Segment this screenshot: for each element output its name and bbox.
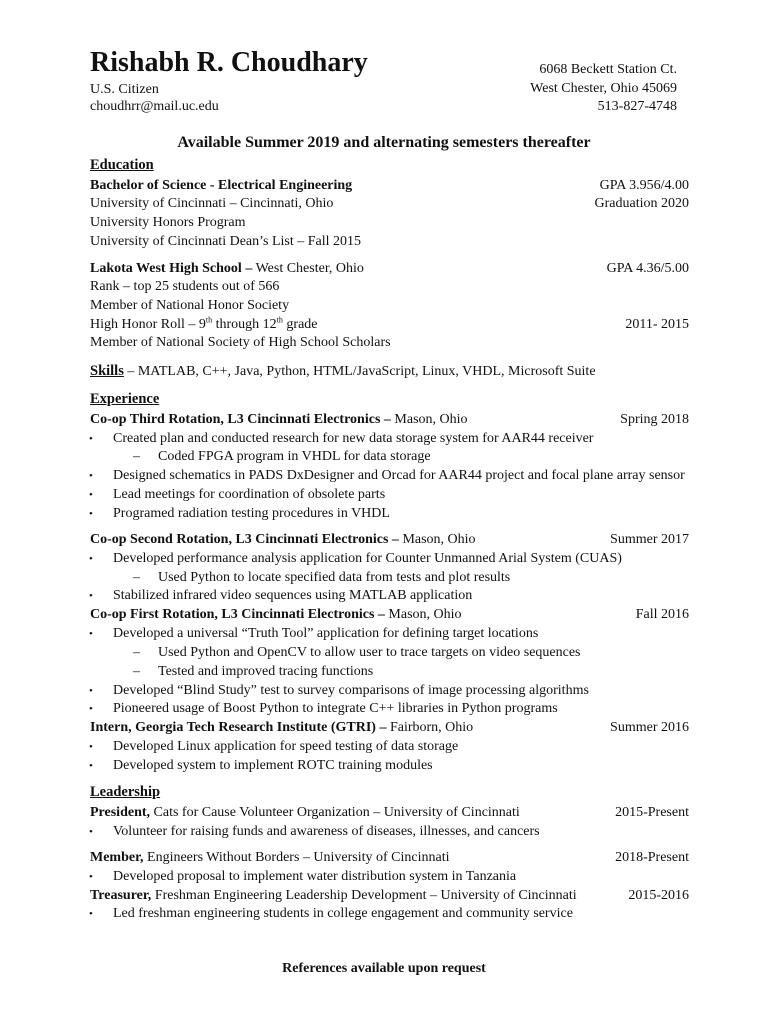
- dash: –: [133, 570, 140, 585]
- dash: –: [133, 664, 140, 679]
- job-bullet: Designed schematics in PADS DxDesigner and Orcad for AAR44 project and focal plane array sensor: [113, 468, 685, 483]
- leadership-heading: Leadership: [90, 784, 161, 800]
- bullet: •: [89, 590, 93, 602]
- job-bullet: Stabilized infrared video sequences using MATLAB application: [113, 588, 473, 603]
- availability: Available Summer 2019 and alternating semesters thereafter: [177, 134, 591, 151]
- bullet: •: [89, 553, 93, 565]
- nshss: Member of National Society of High School Scholars: [90, 335, 391, 350]
- role-bullet: Volunteer for raising funds and awareness of diseases, illnesses, and cancers: [113, 824, 540, 839]
- degree: Bachelor of Science - Electrical Engineering: [90, 178, 353, 193]
- bullet: •: [89, 760, 93, 772]
- bullet: •: [89, 703, 93, 715]
- education-heading: Education: [90, 157, 154, 173]
- job-sub-bullet: Used Python to locate specified data from tests and plot results: [158, 570, 511, 585]
- job-bullet: Developed system to implement ROTC training modules: [113, 758, 433, 773]
- job-bullet: Pioneered usage of Boost Python to integrate C++ libraries in Python programs: [113, 701, 558, 716]
- high-school: Lakota West High School – West Chester, Ohio: [90, 261, 364, 276]
- role-date: 2018-Present: [615, 850, 689, 865]
- rank: Rank – top 25 students out of 566: [90, 279, 280, 294]
- deans-list: University of Cincinnati Dean’s List – Fall 2015: [90, 234, 362, 249]
- bullet: •: [89, 741, 93, 753]
- bullet: •: [89, 826, 93, 838]
- job-date: Summer 2016: [610, 720, 689, 735]
- job-bullet: Programed radiation testing procedures in VHDL: [113, 506, 390, 521]
- bullet: •: [89, 508, 93, 520]
- role-date: 2015-Present: [615, 805, 689, 820]
- job-bullet: Developed a universal “Truth Tool” application for defining target locations: [113, 626, 539, 641]
- bullet: •: [89, 433, 93, 445]
- gpa-university: GPA 3.956/4.00: [599, 178, 689, 193]
- job-bullet: Developed Linux application for speed testing of data storage: [113, 739, 459, 754]
- role-date: 2015-2016: [628, 888, 689, 903]
- email: choudhrr@mail.uc.edu: [90, 99, 219, 114]
- university: University of Cincinnati – Cincinnati, Ohio: [90, 196, 334, 211]
- bullet: •: [89, 628, 93, 640]
- bullet: •: [89, 908, 93, 920]
- experience-heading: Experience: [90, 391, 160, 407]
- references-note: References available upon request: [282, 961, 486, 976]
- skills: [90, 362, 596, 381]
- national-honor-society: Member of National Honor Society: [90, 298, 290, 313]
- role-bullet: Developed proposal to implement water distribution system in Tanzania: [113, 869, 517, 884]
- role-title: Member, Engineers Without Borders – University of Cincinnati: [90, 850, 450, 865]
- job-bullet: Lead meetings for coordination of obsolete parts: [113, 487, 386, 502]
- job-sub-bullet: Used Python and OpenCV to allow user to trace targets on video sequences: [158, 645, 581, 660]
- skills-heading: Skills: [90, 363, 124, 379]
- role-title: Treasurer, Freshman Engineering Leadership Development – University of Cincinnati: [90, 888, 577, 903]
- job-sub-bullet: Coded FPGA program in VHDL for data storage: [158, 449, 431, 464]
- citizenship: U.S. Citizen: [90, 82, 159, 97]
- job-title: Co-op First Rotation, L3 Cincinnati Electronics – Mason, Ohio: [90, 607, 462, 622]
- job-bullet: Developed performance analysis application for Counter Unmanned Arial System (CUAS): [113, 551, 622, 566]
- bullet: •: [89, 470, 93, 482]
- job-sub-bullet: Tested and improved tracing functions: [158, 664, 374, 679]
- job-title: Intern, Georgia Tech Research Institute (GTRI) – Fairborn, Ohio: [90, 720, 474, 735]
- high-school-years: 2011- 2015: [625, 317, 689, 332]
- bullet: •: [89, 489, 93, 501]
- address-line-1: 6068 Beckett Station Ct.: [539, 62, 677, 77]
- skills-list: – MATLAB, C++, Java, Python, HTML/JavaScript, Linux, VHDL, Microsoft Suite: [123, 364, 596, 379]
- job-bullet: Developed “Blind Study” test to survey comparisons of image processing algorithms: [113, 683, 589, 698]
- job-title: Co-op Third Rotation, L3 Cincinnati Electronics – Mason, Ohio: [90, 412, 468, 427]
- dash: –: [133, 449, 140, 464]
- role-bullet: Led freshman engineering students in college engagement and community service: [113, 906, 573, 921]
- graduation: Graduation 2020: [594, 196, 689, 211]
- honors-program: University Honors Program: [90, 215, 246, 230]
- high-honor-roll: High Honor Roll – 9th through 12th grade: [90, 315, 318, 332]
- bullet: •: [89, 685, 93, 697]
- address-line-2: West Chester, Ohio 45069: [530, 81, 677, 96]
- dash: –: [133, 645, 140, 660]
- job-title: Co-op Second Rotation, L3 Cincinnati Electronics – Mason, Ohio: [90, 532, 476, 547]
- job-date: Summer 2017: [610, 532, 689, 547]
- job-date: Spring 2018: [620, 412, 689, 427]
- job-bullet: Created plan and conducted research for new data storage system for AAR44 receiver: [113, 431, 594, 446]
- phone: 513-827-4748: [597, 99, 677, 114]
- applicant-name: Rishabh R. Choudhary: [90, 47, 368, 78]
- bullet: •: [89, 871, 93, 883]
- role-title: President, Cats for Cause Volunteer Organization – University of Cincinnati: [90, 805, 520, 820]
- job-date: Fall 2016: [635, 607, 689, 622]
- gpa-high-school: GPA 4.36/5.00: [606, 261, 689, 276]
